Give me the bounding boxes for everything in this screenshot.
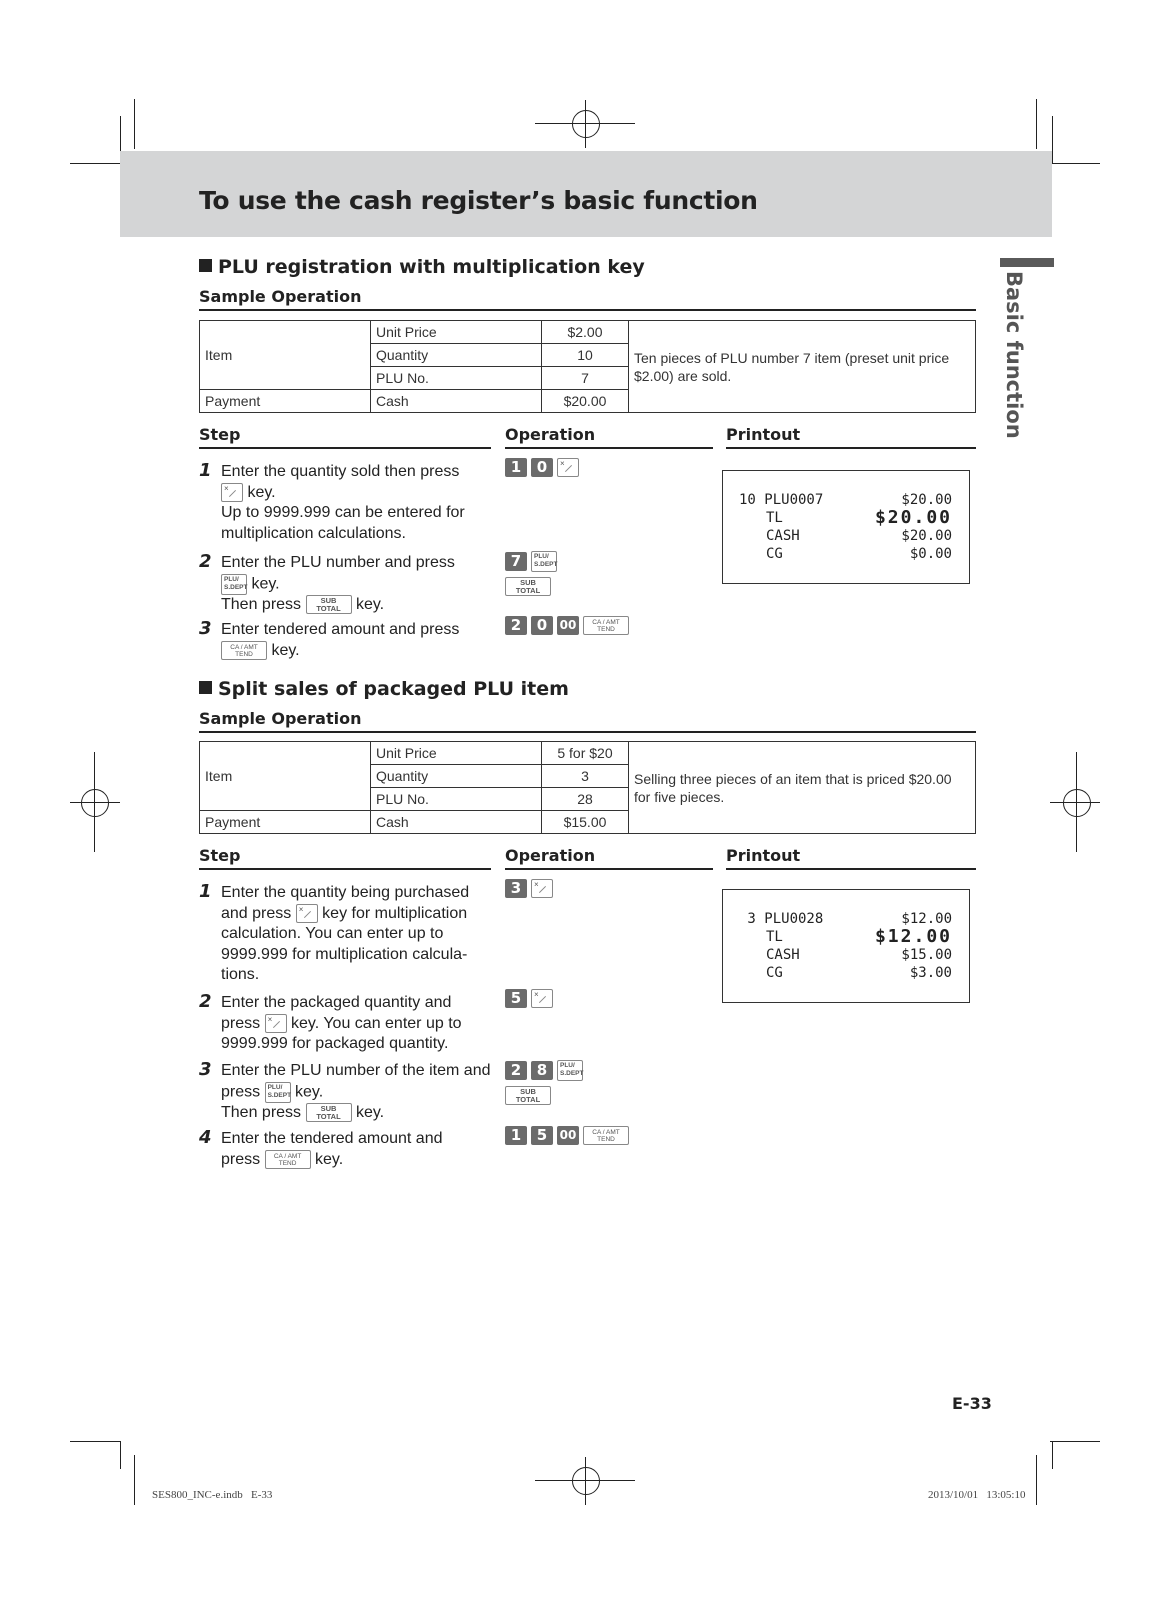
bullet-square-icon — [199, 681, 212, 694]
digit-key: 1 — [505, 1126, 527, 1145]
step-text: Then press — [221, 1103, 302, 1121]
cell-quantity-value: 10 — [542, 344, 629, 367]
section1-step-header: Step — [199, 425, 491, 449]
multiplication-key-icon: × — [265, 1014, 287, 1033]
digit-key: 0 — [531, 458, 553, 477]
receipt-total-label: TL — [766, 510, 783, 526]
section2-op-row-2 — [505, 989, 553, 1008]
page-number: E-33 — [952, 1394, 992, 1413]
cell-unit-price-label: Unit Price — [371, 321, 542, 344]
cell-cash-label: Cash — [371, 390, 542, 413]
section2-op-row-5 — [505, 1126, 629, 1145]
receipt-cash-label: CASH — [766, 947, 800, 963]
digit-key: 8 — [531, 1061, 553, 1080]
step-text: Enter the PLU number of the item and press — [221, 1062, 491, 1101]
receipt-total: $12.00 — [874, 926, 952, 947]
step-number: 2 — [199, 991, 212, 1012]
receipt-change: $3.00 — [909, 965, 952, 981]
section1-receipt — [722, 470, 970, 584]
digit-key: 5 — [505, 989, 527, 1008]
section1-op-row-1 — [505, 458, 579, 477]
multiplication-key-icon: × — [557, 458, 579, 477]
cell-item: Item — [200, 321, 371, 390]
cell-payment: Payment — [200, 390, 371, 413]
subtotal-key-icon: SUB TOTAL — [306, 1103, 352, 1122]
section1-op-row-3 — [505, 577, 551, 596]
section1-heading — [199, 256, 645, 278]
step-number: 4 — [199, 1127, 212, 1148]
step-text: key. You can enter up to 9999.999 for packaged quantity. — [221, 1014, 462, 1052]
cell-quantity-value: 3 — [542, 765, 629, 788]
footer-timestamp: 2013/10/01 13:05:10 — [928, 1489, 1026, 1501]
step-text: key. — [247, 483, 276, 501]
section2-step-3 — [199, 1061, 494, 1123]
footer-file-info: SES800_INC-e.indb E-33 — [152, 1489, 273, 1501]
cash-amount-tend-key-icon: CA / AMT TEND — [583, 616, 629, 635]
section2-operation-header: Operation — [505, 846, 713, 870]
step-text: key. — [295, 1083, 324, 1101]
receipt-cash-label: CASH — [766, 528, 800, 544]
section2-step-1 — [199, 883, 494, 986]
section2-heading — [199, 678, 569, 700]
receipt-change: $0.00 — [909, 546, 952, 562]
bullet-square-icon — [199, 259, 212, 272]
section1-op-row-4 — [505, 616, 629, 635]
step-text: key. — [271, 641, 300, 659]
step-text: Enter tendered amount and press — [221, 621, 460, 638]
section2-printout-header: Printout — [726, 846, 976, 870]
plu-key-icon: PLU/ S.DEPT — [557, 1060, 583, 1081]
section1-operation-header: Operation — [505, 425, 713, 449]
digit-key: 3 — [505, 879, 527, 898]
digit-key: 1 — [505, 458, 527, 477]
subtotal-key-icon: SUB TOTAL — [505, 1086, 551, 1105]
section2-step-header: Step — [199, 846, 491, 870]
cell-cash-value: $20.00 — [542, 390, 629, 413]
side-tab-label: Basic function — [1002, 271, 1026, 439]
step-text: Enter the quantity sold then press — [221, 463, 460, 480]
receipt-cash: $20.00 — [901, 528, 952, 544]
section2-sample-table — [199, 741, 976, 834]
receipt-item: 10 PLU0007 — [739, 492, 824, 508]
digit-key: 0 — [531, 616, 553, 635]
subtotal-key-icon: SUB TOTAL — [505, 577, 551, 596]
cell-cash-value: $15.00 — [542, 811, 629, 834]
cell-description: Ten pieces of PLU number 7 item (preset unit price $2.00) are sold. — [629, 321, 976, 413]
step-number: 1 — [199, 460, 212, 481]
section2-receipt — [722, 889, 970, 1003]
step-number: 1 — [199, 881, 212, 902]
step-note: Up to 9999.999 can be entered for multiplication calculations. — [221, 504, 465, 542]
cell-unit-price-label: Unit Price — [371, 742, 542, 765]
cell-quantity-label: Quantity — [371, 344, 542, 367]
cell-description: Selling three pieces of an item that is priced $20.00 for five pieces. — [629, 742, 976, 834]
receipt-amount: $12.00 — [901, 911, 952, 927]
section2-op-row-4 — [505, 1086, 551, 1105]
step-text: Enter the quantity being purchased and press — [221, 884, 470, 922]
cell-unit-price-value: $2.00 — [542, 321, 629, 344]
cell-plu-label: PLU No. — [371, 367, 542, 390]
step-text: key. — [315, 1150, 344, 1168]
receipt-change-label: CG — [766, 546, 783, 562]
plu-key-icon: PLU/ S.DEPT — [531, 551, 557, 572]
cell-unit-price-value: 5 for $20 — [542, 742, 629, 765]
section1-step-1 — [199, 462, 499, 544]
section1-heading-text: PLU registration with multiplication key — [218, 256, 645, 278]
section1-sample-operation: Sample Operation — [199, 287, 976, 311]
step-text: key. — [355, 1103, 385, 1121]
step-text: Enter the packaged quantity and press — [221, 994, 452, 1032]
plu-key-icon: PLU/ S.DEPT — [221, 574, 247, 595]
step-text: Enter the PLU number and press — [221, 554, 455, 571]
section2-sample-operation: Sample Operation — [199, 709, 976, 733]
multiplication-key-icon: × — [221, 483, 243, 502]
cash-amount-tend-key-icon: CA / AMT TEND — [221, 641, 267, 660]
receipt-amount: $20.00 — [901, 492, 952, 508]
side-tab-bar — [1000, 258, 1054, 267]
section2-step-4 — [199, 1129, 479, 1170]
digit-key: 2 — [505, 1061, 527, 1080]
step-number: 3 — [199, 618, 212, 639]
subtotal-key-icon: SUB TOTAL — [306, 595, 352, 614]
cash-amount-tend-key-icon: CA / AMT TEND — [265, 1150, 311, 1169]
cell-plu-label: PLU No. — [371, 788, 542, 811]
step-text: key for multiplication calculation. You can enter up to 9999.999 for multiplication calcula-tions. — [221, 904, 468, 983]
section1-sample-table — [199, 320, 976, 413]
cell-cash-label: Cash — [371, 811, 542, 834]
cell-plu-value: 7 — [542, 367, 629, 390]
digit-key: 2 — [505, 616, 527, 635]
section2-op-row-3 — [505, 1060, 583, 1081]
receipt-total: $20.00 — [874, 507, 952, 528]
section1-op-row-2 — [505, 551, 557, 572]
section1-printout-header: Printout — [726, 425, 976, 449]
double-zero-key: 00 — [557, 1126, 579, 1145]
cell-quantity-label: Quantity — [371, 765, 542, 788]
cell-plu-value: 28 — [542, 788, 629, 811]
step-number: 2 — [199, 551, 212, 572]
page-title: To use the cash register’s basic function — [199, 186, 758, 215]
multiplication-key-icon: × — [531, 879, 553, 898]
double-zero-key: 00 — [557, 616, 579, 635]
step-text: Enter the tendered amount and press — [221, 1130, 443, 1168]
receipt-item: 3 PLU0028 — [739, 911, 824, 927]
step-text: key. — [355, 595, 385, 613]
plu-key-icon: PLU/ S.DEPT — [265, 1082, 291, 1103]
receipt-cash: $15.00 — [901, 947, 952, 963]
digit-key: 5 — [531, 1126, 553, 1145]
step-text: Then press — [221, 595, 302, 613]
receipt-change-label: CG — [766, 965, 783, 981]
receipt-total-label: TL — [766, 929, 783, 945]
step-text: key. — [251, 575, 280, 593]
multiplication-key-icon: × — [531, 989, 553, 1008]
section2-step-2 — [199, 993, 494, 1055]
section2-heading-text: Split sales of packaged PLU item — [218, 678, 569, 700]
step-number: 3 — [199, 1059, 212, 1080]
cell-item: Item — [200, 742, 371, 811]
cash-amount-tend-key-icon: CA / AMT TEND — [583, 1126, 629, 1145]
digit-key: 7 — [505, 552, 527, 571]
section1-step-3 — [199, 620, 499, 661]
section2-op-row-1 — [505, 879, 553, 898]
multiplication-key-icon: × — [296, 904, 318, 923]
section1-step-2 — [199, 553, 499, 615]
cell-payment: Payment — [200, 811, 371, 834]
